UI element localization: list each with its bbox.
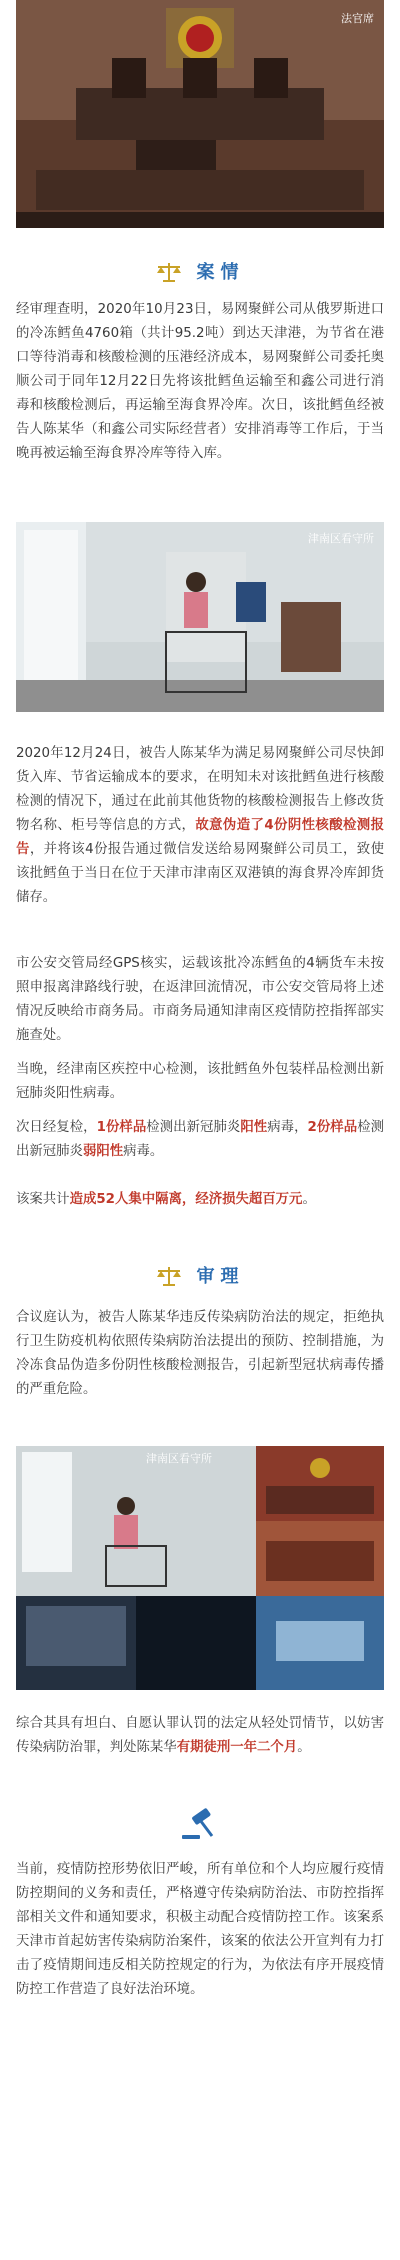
final-paragraph: 当前，疫情防控形势依旧严峻，所有单位和个人均应履行疫情防控期间的义务和责任，严格遵守传染病防治法、市防控指挥部相关文件和通知要求，积极主动配合疫情防控工作。该案系天津市首起妨害传染病防治案件，该案的依法公开宣判有力打击了疫情期间违反相关防控规定的行为，为依法有序开展疫情防控工作营造了良好法治环境。: [16, 1862, 384, 1997]
detention-center-photo: [16, 522, 384, 712]
text: 综合其具有坦白、自愿认罪认罚的法定从轻处罚情节，以妨害传染病防治罪，判处陈某华: [16, 1716, 384, 1755]
case-paragraph-2-text-b: ，并将该4份报告通过微信发送给易网聚鲜公司员工，致使该批鳕鱼于当日在位于天津市津南区双港镇的海食界冷库卸货储存。: [16, 842, 384, 905]
case-paragraph-2-highlight: 故意伪造了4份阴性核酸检测报告: [16, 818, 384, 857]
photo-watermark: 法官席: [341, 12, 374, 25]
case-paragraph-6: [16, 1188, 384, 1212]
text: 检测出新冠肺炎: [16, 1120, 385, 1159]
case-paragraph-1: 经审理查明，2020年10月23日，易网聚鲜公司从俄罗斯进口的冷冻鳕鱼4760箱（共计95.2吨）到达天津港，为节省在港口等待消毒和核酸检测的压港经济成本，易网聚鲜公司委托奥顺公司于同年12月22日先将该批鳕鱼运输至和鑫公司进行消毒和核酸检测后，再运输至海食界冷库。次日，该批鳕鱼经被告人陈某华（和鑫公司实际经营者）安排消毒等工作后，于当晚再被运输至海食界冷库等待入库。: [16, 302, 384, 461]
case-paragraph-5: [16, 1116, 384, 1164]
scales-icon: [155, 1265, 183, 1291]
highlight: 2份样品: [307, 1120, 358, 1135]
text: 检测出新冠肺炎: [146, 1120, 241, 1135]
highlight: 有期徒刑一年二个月: [176, 1740, 298, 1755]
case-section-title: 案情: [196, 262, 245, 283]
video-hearing-photo: [16, 1446, 384, 1690]
photo-watermark: 津南区看守所: [146, 1452, 212, 1465]
case-paragraph-3: 市公安交管局经GPS核实，运载该批冷冻鳕鱼的4辆货车未按照申报离津路线行驶，在返津回流情况，市公安交管局将上述情况反映给市商务局。市商务局通知津南区疫情防控指挥部实施查处。: [16, 956, 384, 1043]
highlight: 阳性: [240, 1120, 268, 1135]
text: 病毒。: [123, 1144, 164, 1159]
trial-paragraph-1: 合议庭认为，被告人陈某华违反传染病防治法的规定，拒绝执行卫生防疫机构依照传染病防治法提出的预防、控制措施，为冷冻食品伪造多份阴性核酸检测报告，引起新型冠状病毒传播的严重危险。: [16, 1310, 384, 1397]
trial-section-heading: [0, 1262, 400, 1291]
case-paragraph-2: [16, 742, 384, 910]
trial-section-title: 审理: [196, 1266, 245, 1287]
case-paragraph-4: 当晚，经津南区疾控中心检测，该批鳕鱼外包装样品检测出新冠肺炎阳性病毒。: [16, 1062, 384, 1101]
case-paragraph-2-text-a: 2020年12月24日，被告人陈某华为满足易网聚鲜公司尽快卸货入库、节省运输成本的要求，在明知未对该批鳕鱼进行核酸检测的情况下，通过在此前其他货物的核酸检测报告上修改货物名称、柜号等信息的方式，: [16, 746, 384, 833]
highlight: 1份样品: [96, 1120, 147, 1135]
text: 该案共计: [16, 1192, 70, 1207]
highlight: 造成52人集中隔离，经济损失超百万元: [69, 1192, 303, 1207]
case-section-heading: [0, 258, 400, 287]
courtroom-photo: [16, 0, 384, 228]
highlight: 弱阳性: [82, 1144, 124, 1159]
text: 。: [302, 1192, 316, 1207]
text: 。: [297, 1740, 311, 1755]
scales-icon: [155, 261, 183, 287]
gavel-icon: [180, 1827, 220, 1846]
text: 病毒，: [267, 1120, 308, 1135]
text: 次日经复检，: [16, 1120, 97, 1135]
trial-paragraph-2: [16, 1712, 384, 1760]
gavel-divider: [0, 1808, 400, 1846]
photo-watermark: 津南区看守所: [308, 532, 374, 545]
